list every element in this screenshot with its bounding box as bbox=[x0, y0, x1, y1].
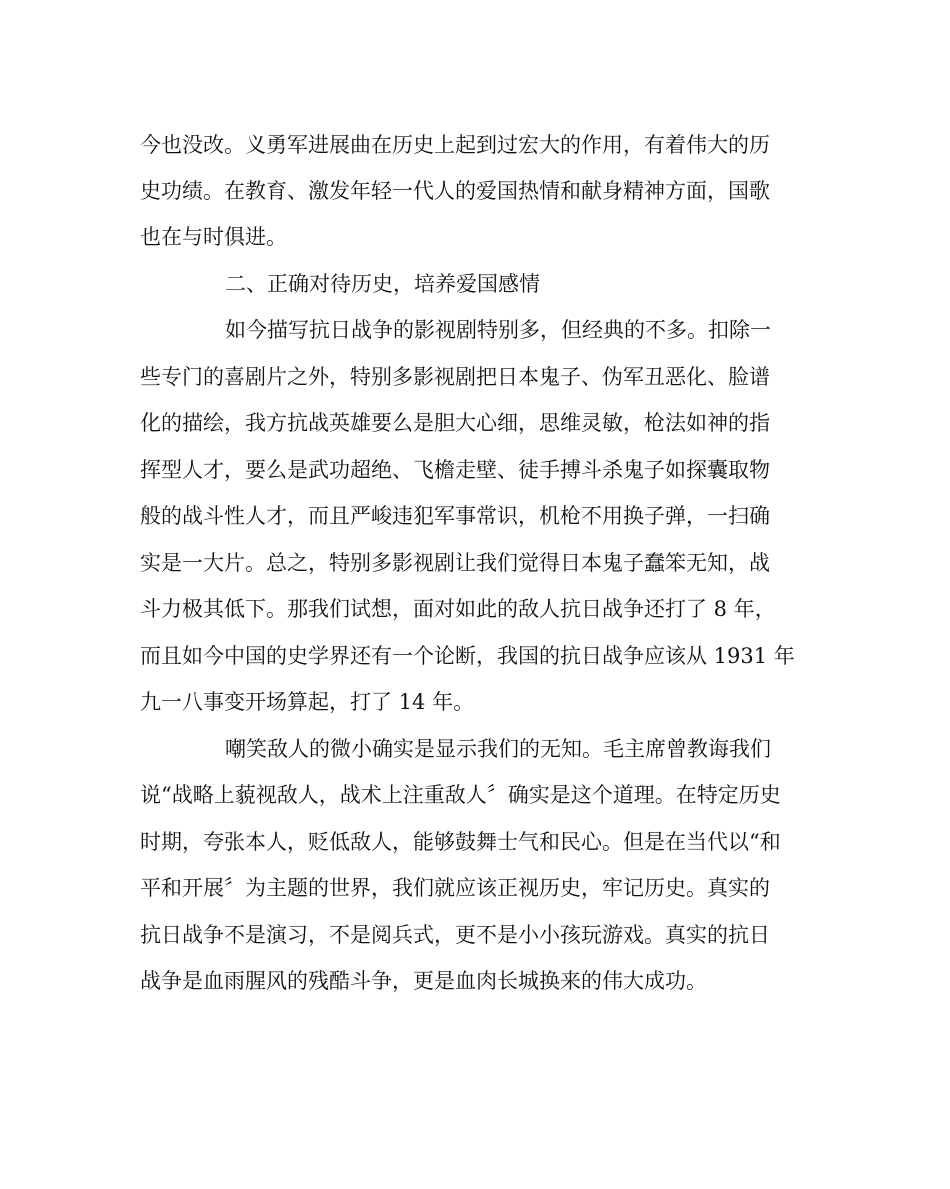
text-line: 而且如今中国的史学界还有一个论断，我国的抗日战争应该从 1931 年 bbox=[140, 644, 795, 668]
text-line: 实是一大片。总之，特别多影视剧让我们觉得日本鬼子蠢笨无知，战 bbox=[140, 551, 770, 575]
text-line: 战争是血雨腥风的残酷斗争，更是血肉长城换来的伟大成功。 bbox=[140, 969, 707, 993]
text-line: 如今描写抗日战争的影视剧特别多，但经典的不多。扣除一 bbox=[225, 318, 771, 342]
text-line: 斗力极其低下。那我们试想，面对如此的敌人抗日战争还打了 8 年， bbox=[140, 597, 776, 621]
text-line: 平和开展〞为主题的世界，我们就应该正视历史，牢记历史。真实的 bbox=[140, 876, 770, 900]
text-line: 抗日战争不是演习，不是阅兵式，更不是小小孩玩游戏。真实的抗日 bbox=[140, 923, 770, 947]
text-line: 挥型人才，要么是武功超绝、飞檐走壁、徒手搏斗杀鬼子如探囊取物 bbox=[140, 458, 770, 482]
text-line: 今也没改。义勇军进展曲在历史上起到过宏大的作用，有着伟大的历 bbox=[140, 133, 770, 157]
text-line: 九一八事变开场算起，打了 14 年。 bbox=[140, 690, 475, 714]
section-heading: 二、正确对待历史，培养爱国感情 bbox=[225, 272, 540, 296]
text-line: 般的战斗性人才，而且严峻违犯军事常识，机枪不用换子弹，一扫确 bbox=[140, 504, 770, 528]
text-line: 化的描绘，我方抗战英雄要么是胆大心细，思维灵敏，枪法如神的指 bbox=[140, 411, 770, 435]
text-line: 嘲笑敌人的微小确实是显示我们的无知。毛主席曾教诲我们 bbox=[225, 737, 771, 761]
text-line: 史功绩。在教育、激发年轻一代人的爱国热情和献身精神方面，国歌 bbox=[140, 179, 770, 203]
text-line: 时期，夸张本人，贬低敌人，能够鼓舞士气和民心。但是在当代以“和 bbox=[140, 830, 781, 854]
text-line: 说“战略上藐视敌人，战术上注重敌人〞确实是这个道理。在特定历史 bbox=[140, 783, 781, 807]
text-line: 些专门的喜剧片之外，特别多影视剧把日本鬼子、伪军丑恶化、脸谱 bbox=[140, 365, 770, 389]
text-line: 也在与时俱进。 bbox=[140, 225, 287, 249]
